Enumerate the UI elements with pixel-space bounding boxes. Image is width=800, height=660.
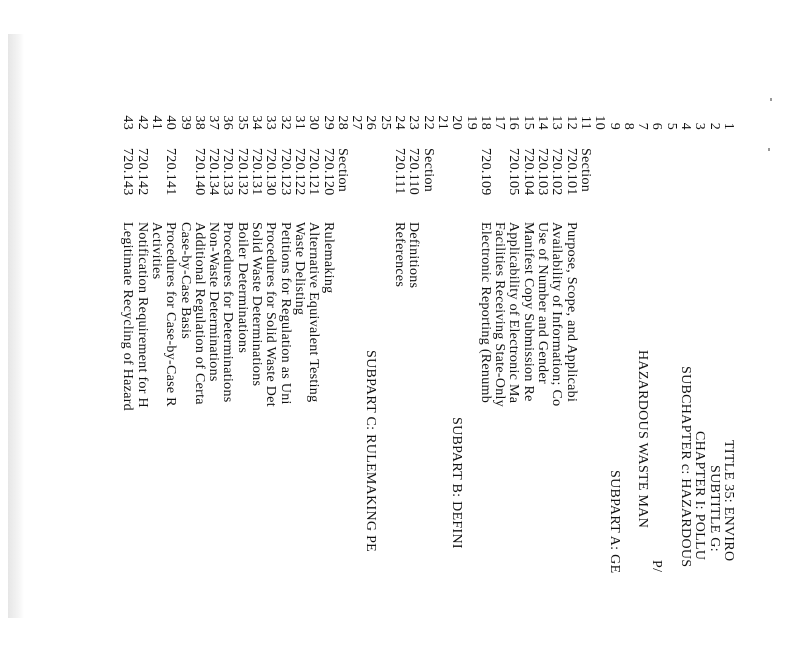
document-line [220,100,234,660]
document-line [478,100,492,660]
line-number: 12 [563,115,579,130]
document-line [306,100,320,660]
document-line [521,100,535,660]
section-title: Availability of Information; Co [549,222,565,407]
document-heading: SUBPART C: RULEMAKING PE [363,350,379,553]
document-line [592,100,606,660]
document-line [578,100,592,660]
section-title: Applicability of Electronic Ma [506,222,522,404]
scan-speck [770,98,772,101]
section-title: Electronic Reporting (Renumb [477,222,493,404]
line-number: 22 [420,115,436,130]
line-number: 8 [620,122,636,130]
document-line [635,100,649,660]
line-number: 32 [277,115,293,130]
line-number: 33 [263,115,279,130]
document-line [563,100,577,660]
section-number: 720.120 [320,148,336,196]
section-title: Case-by-Case Basis [177,222,193,339]
section-number: Section [578,148,593,193]
line-number: 20 [449,115,465,130]
line-number: 43 [120,115,136,130]
document-heading: SUBPART A: GE [606,470,622,574]
line-number: 17 [492,115,508,130]
section-title: Manifest Copy Submission Re [520,222,536,402]
section-title: Petitions for Regulation as Uni [277,222,293,405]
section-title: Alternative Equivalent Testing [306,222,322,403]
document-line [320,100,334,660]
section-number: 720.110 [406,148,422,196]
line-number: 36 [220,115,236,130]
line-number: 42 [134,115,150,130]
section-title: Waste Delisting [292,222,307,316]
section-title: Definitions [406,222,422,289]
section-number: 720.130 [263,148,279,196]
section-number: 720.109 [477,148,493,196]
document-line [535,100,549,660]
line-number: 21 [435,115,450,130]
section-title: Legitimate Recycling of Hazard [120,222,136,411]
section-title: Additional Regulation of Certa [191,222,207,405]
section-title: References [392,222,408,288]
document-line [406,100,420,660]
line-number: 28 [334,115,350,130]
document-line [335,100,349,660]
line-number: 38 [191,115,207,130]
section-number: Section [420,148,436,193]
document-line [177,100,191,660]
line-number: 24 [392,115,408,130]
document-line [120,100,134,660]
document-line [277,100,291,660]
section-number: 720.140 [191,148,207,196]
document-line [235,100,249,660]
section-title: Activities [149,222,164,280]
section-title: Procedures for Determinations [220,222,236,403]
section-title: Facilities Receiving State-Only [492,222,508,408]
section-title: Notification Requirement for H [134,222,150,408]
section-title: Non-Waste Determinations [206,222,222,382]
scan-speck [768,148,770,151]
line-number: 3 [692,122,708,130]
document-line [649,100,663,660]
section-number: 720.102 [549,148,565,196]
section-title: Rulemaking [320,222,336,294]
section-number: 720.104 [520,148,536,196]
document-line [249,100,263,660]
line-number: 19 [463,115,479,130]
document-heading: TITLE 35: ENVIRO [721,440,736,562]
line-number: 13 [549,115,565,130]
document-line [206,100,220,660]
section-number: 720.111 [392,148,408,195]
document-line [420,100,434,660]
section-number: 720.141 [163,148,179,196]
line-number: 27 [349,115,365,130]
document-line [134,100,148,660]
section-title: Procedures for Case-by-Case R [163,222,179,407]
line-number: 35 [234,115,250,130]
section-number: 720.133 [220,148,236,196]
line-number: 31 [292,115,307,130]
line-number: 10 [592,115,608,130]
line-number: 30 [306,115,322,130]
section-number: Section [334,148,350,193]
line-number: 34 [249,115,265,130]
line-number: 9 [606,122,622,130]
line-number: 2 [706,122,722,130]
document-line [606,100,620,660]
document-line [435,100,449,660]
section-number: 720.122 [292,148,307,196]
section-number: 720.105 [506,148,522,196]
document-line [292,100,306,660]
section-title: Procedures for Solid Waste Det [263,222,279,407]
document-line [163,100,177,660]
scanner-edge-shadow [8,34,24,618]
section-title: Purpose, Scope, and Applicabi [563,222,579,403]
rotated-document-page [117,100,737,660]
document-heading: SUBCHAPTER c: HAZARDOUS [678,366,694,568]
document-line [149,100,163,660]
section-number: 720.123 [277,148,293,196]
line-number: 15 [520,115,536,130]
document-line [192,100,206,660]
line-number: 26 [363,115,379,130]
section-number: 720.131 [249,148,265,196]
document-line [449,100,463,660]
line-number: 40 [163,115,179,130]
section-number: 720.121 [306,148,322,196]
line-number: 16 [506,115,522,130]
section-title: Boiler Determinations [234,222,250,354]
document-heading: HAZARDOUS WASTE MAN [635,350,651,529]
document-line [721,100,735,660]
line-number: 37 [206,115,222,130]
line-number: 23 [406,115,422,130]
document-line [463,100,477,660]
section-title: Use of Number and Gender [535,222,551,384]
document-heading: SUBPART B: DEFINI [449,417,465,549]
line-number: 41 [149,115,164,130]
document-line [378,100,392,660]
document-heading: P/ [649,560,665,573]
section-title: Solid Waste Determinations [249,222,265,387]
document-heading: CHAPTER I: POLLU [692,431,708,561]
document-line [506,100,520,660]
section-number: 720.132 [234,148,250,196]
line-number: 6 [649,122,665,130]
line-number: 7 [635,122,651,130]
document-line [706,100,720,660]
document-line [621,100,635,660]
line-number: 39 [177,115,193,130]
line-number: 18 [477,115,493,130]
document-line [349,100,363,660]
section-number: 720.134 [206,148,222,196]
line-number: 25 [377,115,393,130]
document-line [678,100,692,660]
document-line [549,100,563,660]
section-number: 720.103 [535,148,551,196]
document-line [263,100,277,660]
document-line [392,100,406,660]
section-number: 720.142 [134,148,150,196]
section-number: 720.101 [563,148,579,196]
line-number: 11 [578,115,593,130]
line-number: 5 [663,122,679,130]
section-number: 720.143 [120,148,136,196]
line-number: 1 [721,122,736,130]
line-number: 4 [678,122,694,130]
document-line [363,100,377,660]
line-number: 29 [320,115,336,130]
document-line [492,100,506,660]
document-line [664,100,678,660]
document-line [692,100,706,660]
line-number: 14 [535,115,551,130]
document-heading: SUBTITLE G: [706,465,722,552]
